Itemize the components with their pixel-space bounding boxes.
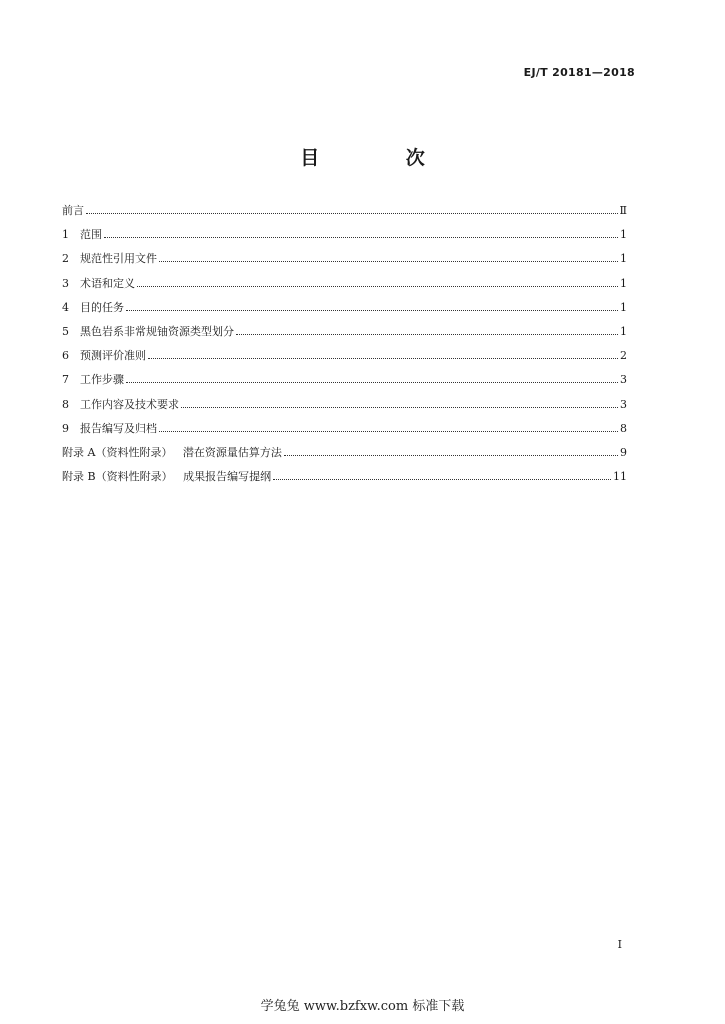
toc-entry-2[interactable] bbox=[62, 251, 627, 275]
toc-entry-page: 1 bbox=[620, 300, 627, 314]
toc-leader-dots bbox=[104, 236, 618, 238]
toc-entry-page: 3 bbox=[620, 397, 627, 411]
toc-leader-dots bbox=[137, 285, 618, 287]
toc-leader-dots bbox=[284, 454, 618, 456]
toc-entry-foreword[interactable] bbox=[62, 203, 627, 227]
toc-entry-label: 附录 B（资料性附录） 成果报告编写提纲 bbox=[62, 470, 272, 484]
toc-entry-appendix-a[interactable] bbox=[62, 445, 627, 469]
toc-entry-page: 1 bbox=[620, 276, 627, 290]
toc-entry-page: 2 bbox=[620, 349, 627, 363]
footer-watermark[interactable]: 学兔兔 www.bzfxw.com 标准下载 bbox=[260, 999, 465, 1014]
toc-entry-appendix-b[interactable] bbox=[62, 469, 627, 493]
toc-leader-dots bbox=[159, 430, 618, 432]
toc-entry-number: 5 bbox=[62, 324, 69, 338]
toc-entry-number: 6 bbox=[62, 349, 69, 363]
toc-entry-label: 报告编写及归档 bbox=[80, 421, 157, 435]
toc-entry-label: 规范性引用文件 bbox=[80, 252, 157, 266]
toc-entry-number: 7 bbox=[62, 373, 69, 387]
toc-entry-label: 黑色岩系非常规铀资源类型划分 bbox=[80, 324, 234, 338]
toc-entry-4[interactable] bbox=[62, 300, 627, 324]
toc-entry-page: Ⅱ bbox=[619, 204, 627, 217]
toc-entry-5[interactable] bbox=[62, 324, 627, 348]
page-title: 目 次 bbox=[300, 147, 465, 169]
toc-entry-8[interactable] bbox=[62, 397, 627, 421]
toc-entry-page: 3 bbox=[620, 373, 627, 387]
toc-leader-dots bbox=[159, 260, 618, 262]
toc-entry-page: 1 bbox=[620, 228, 627, 242]
toc-list bbox=[62, 203, 627, 493]
toc-entry-number: 3 bbox=[62, 276, 69, 290]
toc-entry-label: 工作步骤 bbox=[80, 373, 124, 387]
toc-entry-number: 8 bbox=[62, 397, 69, 411]
standard-code: EJ/T 20181—2018 bbox=[523, 66, 635, 79]
toc-entry-number: 9 bbox=[62, 421, 69, 435]
toc-entry-page: 11 bbox=[613, 470, 627, 484]
toc-entry-page: 1 bbox=[620, 252, 627, 266]
toc-entry-3[interactable] bbox=[62, 276, 627, 300]
toc-leader-dots bbox=[273, 478, 611, 480]
toc-entry-label: 前言 bbox=[62, 204, 84, 217]
toc-entry-label: 目的任务 bbox=[80, 300, 124, 314]
toc-entry-label: 工作内容及技术要求 bbox=[80, 397, 179, 411]
toc-entry-number: 4 bbox=[62, 300, 69, 314]
toc-leader-dots bbox=[126, 309, 618, 311]
toc-entry-number: 2 bbox=[62, 252, 69, 266]
toc-entry-label: 术语和定义 bbox=[80, 276, 135, 290]
toc-entry-page: 8 bbox=[620, 421, 627, 435]
toc-entry-6[interactable] bbox=[62, 348, 627, 372]
toc-entry-1[interactable] bbox=[62, 227, 627, 251]
toc-entry-label: 预测评价准则 bbox=[80, 349, 146, 363]
toc-leader-dots bbox=[126, 381, 618, 383]
toc-entry-page: 1 bbox=[620, 324, 627, 338]
page-number: I bbox=[617, 938, 622, 951]
toc-entry-label: 附录 A（资料性附录） 潜在资源量估算方法 bbox=[62, 445, 282, 459]
toc-entry-label: 范围 bbox=[80, 228, 102, 242]
toc-entry-7[interactable] bbox=[62, 372, 627, 396]
toc-entry-9[interactable] bbox=[62, 421, 627, 445]
toc-leader-dots bbox=[86, 212, 618, 214]
toc-leader-dots bbox=[181, 406, 618, 408]
toc-leader-dots bbox=[236, 333, 618, 335]
toc-leader-dots bbox=[148, 357, 618, 359]
toc-entry-number: 1 bbox=[62, 228, 69, 242]
toc-entry-page: 9 bbox=[620, 445, 627, 459]
